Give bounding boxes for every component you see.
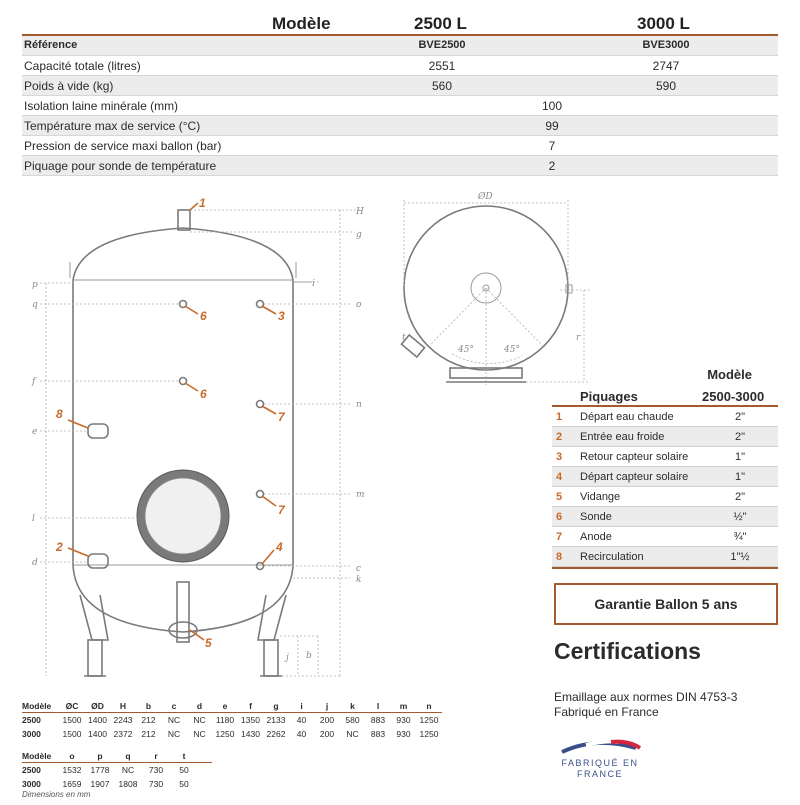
- piquage-number: 4: [556, 471, 563, 483]
- dimensions-cell: 1808: [118, 779, 138, 789]
- piquage-label: Entrée eau froide: [580, 431, 665, 443]
- dimensions-cell: NC: [121, 765, 135, 775]
- dimensions-cell: 40: [296, 729, 307, 739]
- piquage-number: 6: [556, 511, 563, 523]
- dimensions-cell: 1400: [88, 715, 107, 725]
- dimensions-cell: 1400: [88, 729, 107, 739]
- piquage-label: Départ capteur solaire: [580, 471, 689, 483]
- top-view-labels: [402, 191, 581, 355]
- piquages-header: [552, 387, 778, 407]
- dimensions-cell: e: [222, 701, 228, 711]
- dim-label-m: m: [356, 490, 365, 500]
- side-view-dimension-labels: [31, 207, 365, 663]
- dimensions-cell: 50: [179, 779, 189, 789]
- piquage-size: 1": [734, 471, 746, 483]
- piquages-title: Modèle: [707, 367, 752, 382]
- dimensions-note: Dimensions en mm: [22, 790, 91, 799]
- dimensions-cell: 1500: [62, 729, 82, 739]
- dimensions-table-2: [22, 749, 212, 791]
- spec-row-value-3000: 590: [655, 79, 677, 93]
- piquage-row: [552, 547, 778, 567]
- dimensions-cell: 1180: [215, 715, 235, 725]
- spec-row-value-2500: 2551: [428, 59, 456, 73]
- spec-header-label: Modèle: [272, 14, 331, 33]
- spec-row-value-3000: BVE3000: [642, 39, 690, 51]
- dimensions-cell: NC: [193, 715, 206, 725]
- spec-row-label: Température max de service (°C): [24, 119, 201, 133]
- dim-label-b: b: [306, 651, 312, 661]
- dimensions-cell: p: [97, 751, 103, 761]
- dimensions-cell: 883: [370, 729, 386, 739]
- callout-1: 1: [199, 196, 206, 210]
- dimensions-model: 2500: [22, 765, 41, 775]
- dimensions-cell: 930: [396, 715, 411, 725]
- dimensions-cell: 2133: [266, 715, 286, 725]
- piquage-label: Vidange: [580, 491, 621, 503]
- dimensions-cell: 730: [148, 779, 164, 789]
- spec-row-value: 100: [541, 99, 563, 113]
- piquage-size: 1": [734, 451, 746, 463]
- piquage-number: 7: [556, 531, 563, 543]
- dim-label-t: t: [402, 333, 406, 343]
- dimensions-cell: NC: [193, 729, 206, 739]
- dim-label-e: e: [32, 427, 38, 437]
- dim-label-l: l: [32, 514, 35, 524]
- dimensions-row: [22, 777, 212, 791]
- spec-row-label: Pression de service maxi ballon (bar): [24, 139, 222, 153]
- spec-row-label: Poids à vide (kg): [24, 79, 114, 93]
- dimensions-cell: 1907: [90, 779, 110, 789]
- dimensions-cell: 930: [396, 729, 411, 739]
- dimensions-cell: t: [182, 751, 186, 761]
- spec-row-label: Référence: [24, 39, 78, 51]
- dimensions-cell: 2262: [266, 729, 286, 739]
- dimensions-cell: o: [69, 751, 75, 761]
- piquage-size: 1"½: [730, 551, 750, 563]
- piquage-row: [552, 467, 778, 487]
- dimensions-cell: 730: [148, 765, 164, 775]
- dim-label-d: d: [32, 558, 38, 568]
- dimensions-model: 3000: [22, 779, 41, 789]
- certifications-list: [554, 690, 737, 720]
- piquage-label: Départ eau chaude: [580, 411, 674, 423]
- spec-header-col2: 3000 L: [637, 14, 690, 33]
- dim-label-o: o: [356, 300, 362, 310]
- angle-label-left: 45°: [458, 345, 474, 355]
- dimensions-cell: 1250: [419, 729, 439, 739]
- piquage-number: 2: [556, 431, 563, 443]
- dimensions-cell: 1778: [90, 765, 110, 775]
- piquage-label: Anode: [580, 531, 612, 543]
- dimensions-model: Modèle: [22, 701, 52, 711]
- dim-label-q: q: [32, 300, 38, 310]
- dimensions-cell: 200: [319, 729, 335, 739]
- piquage-size: 2": [734, 431, 746, 443]
- callout-3: 3: [278, 309, 285, 323]
- piquage-row: [552, 447, 778, 467]
- piquage-number: 5: [556, 491, 563, 503]
- piquages-header-right: 2500-3000: [702, 389, 765, 404]
- dimensions-table-1: [22, 699, 442, 741]
- dimensions-cell: 40: [296, 715, 307, 725]
- dimensions-cell: 883: [370, 715, 386, 725]
- spec-row-label: Capacité totale (litres): [24, 59, 141, 73]
- piquage-row: [552, 407, 778, 427]
- certification-line: Fabriqué en France: [554, 705, 659, 719]
- dimensions-header: [22, 749, 212, 763]
- dim-label-j: j: [286, 653, 289, 663]
- piquages-bottom-rule: [552, 567, 778, 569]
- dimensions-cell: 1430: [241, 729, 260, 739]
- dimensions-header: [22, 699, 442, 713]
- dim-label-f: f: [32, 377, 36, 387]
- tank-top-view: [401, 200, 590, 385]
- dimensions-cell: NC: [346, 729, 359, 739]
- dimensions-cell: H: [119, 701, 127, 711]
- dimensions-cell: 2372: [113, 729, 133, 739]
- dimensions-cell: 1659: [62, 779, 82, 789]
- dim-label-p: p: [32, 280, 38, 290]
- dimensions-cell: n: [426, 701, 432, 711]
- certification-line: Emaillage aux normes DIN 4753-3: [554, 690, 738, 704]
- dimensions-cell: f: [249, 701, 252, 711]
- spec-row-value: 7: [548, 139, 556, 153]
- piquage-size: ¾": [733, 531, 747, 543]
- piquage-size: 2": [734, 411, 746, 423]
- dimensions-cell: i: [300, 701, 303, 711]
- piquages-title-row: [552, 363, 778, 387]
- dimensions-cell: 212: [141, 715, 156, 725]
- dimensions-cell: 1532: [62, 765, 82, 775]
- piquages-table: [552, 363, 778, 569]
- piquage-row: [552, 507, 778, 527]
- callout-7a: 7: [278, 410, 285, 424]
- dimensions-row: [22, 713, 442, 727]
- dimensions-cell: b: [145, 701, 152, 711]
- piquage-label: Retour capteur solaire: [580, 451, 689, 463]
- callout-6b: 6: [200, 387, 207, 401]
- spec-row-value-2500: BVE2500: [418, 39, 466, 51]
- logo-text: FABRIQUÉ EN FRANCE: [561, 758, 639, 779]
- dim-label-n: n: [356, 400, 362, 410]
- dimensions-cell: 50: [179, 765, 189, 775]
- piquage-size: ½": [733, 511, 747, 523]
- dimensions-cell: j: [325, 701, 329, 711]
- piquage-label: Sonde: [580, 511, 612, 523]
- spec-row-label: Isolation laine minérale (mm): [24, 99, 179, 113]
- dim-label-i: i: [312, 279, 315, 289]
- spec-header-col1: 2500 L: [414, 14, 467, 33]
- dimensions-model: 2500: [22, 715, 41, 725]
- dimensions-model: 3000: [22, 729, 41, 739]
- dimensions-cell: 200: [319, 715, 335, 725]
- piquage-row: [552, 487, 778, 507]
- dimensions-model: Modèle: [22, 751, 52, 761]
- callout-2: 2: [56, 540, 63, 554]
- dim-label-c: c: [356, 564, 362, 574]
- spec-row-label: Piquage pour sonde de température: [24, 159, 217, 173]
- dimensions-cell: 212: [141, 729, 156, 739]
- piquage-row: [552, 427, 778, 447]
- dimensions-cell: r: [154, 751, 158, 761]
- dimensions-cell: NC: [167, 729, 181, 739]
- callout-4: 4: [276, 540, 283, 554]
- dimensions-cell: c: [171, 701, 177, 711]
- piquage-size: 2": [734, 491, 746, 503]
- dim-label-k: k: [356, 575, 362, 585]
- dim-label-g: g: [356, 230, 362, 240]
- dimensions-cell: d: [196, 701, 203, 711]
- piquage-number: 8: [556, 551, 563, 563]
- dimensions-cell: 1250: [215, 729, 235, 739]
- piquage-label: Recirculation: [580, 551, 644, 563]
- dimensions-cell: 1500: [62, 715, 82, 725]
- callout-5: 5: [205, 636, 212, 650]
- spec-row-value-3000: 2747: [652, 59, 680, 73]
- spec-row-value: 2: [548, 159, 556, 173]
- dim-label-r: r: [576, 333, 581, 343]
- piquage-row: [552, 527, 778, 547]
- dimensions-cell: m: [399, 701, 408, 711]
- dimensions-cell: g: [273, 701, 279, 711]
- piquages-header-left: Piquages: [580, 389, 638, 404]
- warranty-box: Garantie Ballon 5 ans: [554, 583, 778, 625]
- callout-6a: 6: [200, 309, 207, 323]
- dimensions-cell: 1350: [241, 715, 260, 725]
- dim-label-H: H: [356, 207, 364, 217]
- piquage-number: 3: [556, 451, 563, 463]
- dimensions-cell: q: [125, 751, 131, 761]
- spec-row-value-2500: 560: [431, 79, 453, 93]
- dimensions-cell: k: [350, 701, 355, 711]
- dimensions-cell: NC: [167, 715, 181, 725]
- piquage-number: 1: [556, 411, 563, 423]
- certifications-title: Certifications: [554, 638, 701, 664]
- dimensions-cell: 580: [345, 715, 360, 725]
- spec-row-value: 99: [545, 119, 559, 133]
- dimensions-row: [22, 763, 212, 777]
- dimensions-cell: l: [376, 701, 380, 711]
- dimensions-row: [22, 727, 442, 741]
- callout-8: 8: [56, 407, 63, 421]
- dimensions-cell: 2243: [113, 715, 133, 725]
- callout-7b: 7: [278, 503, 285, 517]
- dim-label-OD: ØD: [478, 192, 493, 202]
- dimensions-cell: ØD: [91, 701, 104, 711]
- callouts: [55, 196, 286, 650]
- angle-label-right: 45°: [504, 345, 520, 355]
- dimensions-cell: 1250: [419, 715, 439, 725]
- dimensions-cell: ØC: [65, 701, 79, 711]
